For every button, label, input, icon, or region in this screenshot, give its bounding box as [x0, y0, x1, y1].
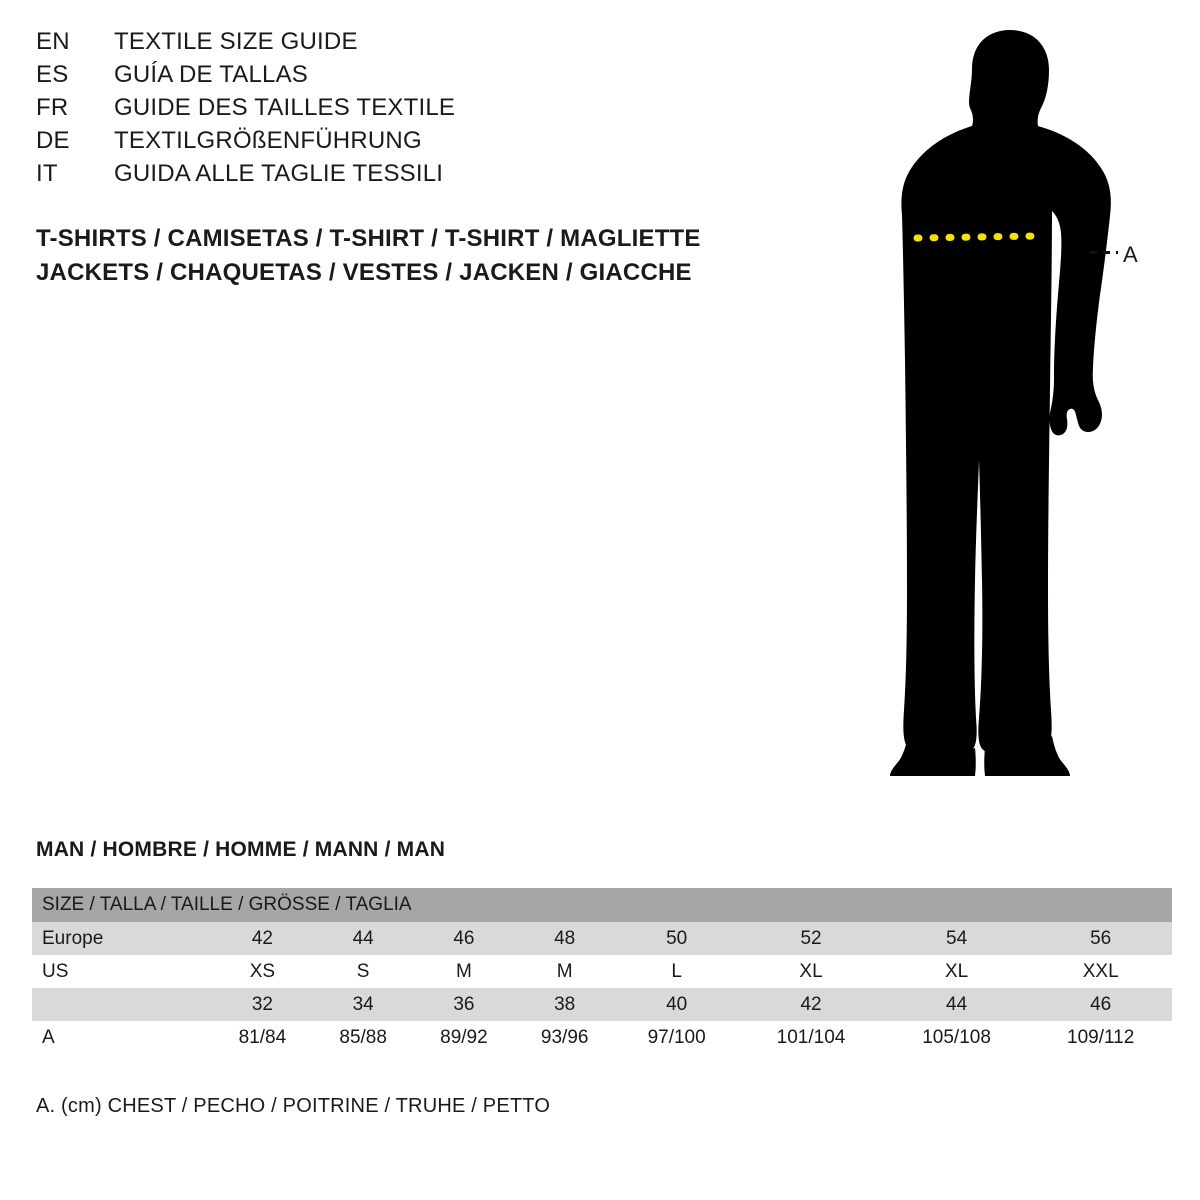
language-row	[36, 127, 736, 160]
table-cell: 52	[738, 922, 884, 955]
measure-label-a: A	[1123, 242, 1138, 267]
garment-categories	[36, 222, 796, 290]
table-cell: 97/100	[615, 1021, 738, 1054]
row-label: Europe	[32, 922, 212, 955]
table-cell: 85/88	[313, 1021, 414, 1054]
table-cell: 101/104	[738, 1021, 884, 1054]
row-label: A	[32, 1021, 212, 1054]
language-text: TEXTILE SIZE GUIDE	[114, 28, 358, 55]
table-cell: 81/84	[212, 1021, 313, 1054]
table-cell: 54	[884, 922, 1030, 955]
table-cell: 44	[884, 988, 1030, 1021]
size-table	[32, 888, 1172, 1054]
language-text: GUÍA DE TALLAS	[114, 61, 308, 88]
table-cell: M	[514, 955, 615, 988]
table-cell: 50	[615, 922, 738, 955]
table-cell: 32	[212, 988, 313, 1021]
row-label: US	[32, 955, 212, 988]
language-text: TEXTILGRÖßENFÜHRUNG	[114, 127, 422, 154]
language-code: ES	[36, 61, 69, 88]
table-cell: 46	[1029, 988, 1172, 1021]
language-row	[36, 61, 736, 94]
table-title-row	[32, 888, 1172, 922]
language-code: DE	[36, 127, 70, 154]
language-text: GUIDE DES TAILLES TEXTILE	[114, 94, 456, 121]
body-figure	[820, 20, 1180, 790]
language-code: IT	[36, 160, 58, 187]
table-cell: 42	[212, 922, 313, 955]
measure-leader-dashes	[1090, 251, 1118, 254]
table-cell: S	[313, 955, 414, 988]
category-tshirts: T-SHIRTS / CAMISETAS / T-SHIRT / T-SHIRT / MAGLIETTE	[36, 225, 701, 252]
table-row	[32, 955, 1172, 988]
table-cell: XL	[884, 955, 1030, 988]
table-cell: M	[414, 955, 515, 988]
table-row	[32, 988, 1172, 1021]
table-row	[32, 922, 1172, 955]
table-cell: 36	[414, 988, 515, 1021]
table-cell: 48	[514, 922, 615, 955]
language-code: EN	[36, 28, 70, 55]
table-title-cell: SIZE / TALLA / TAILLE / GRÖSSE / TAGLIA	[32, 888, 1172, 922]
table-cell: L	[615, 955, 738, 988]
table-row	[32, 1021, 1172, 1054]
table-cell: 42	[738, 988, 884, 1021]
language-row	[36, 28, 736, 61]
table-cell: 56	[1029, 922, 1172, 955]
table-cell: XS	[212, 955, 313, 988]
language-text: GUIDA ALLE TAGLIE TESSILI	[114, 160, 444, 187]
gender-heading: MAN / HOMBRE / HOMME / MANN / MAN	[36, 838, 446, 861]
table-cell: 89/92	[414, 1021, 515, 1054]
table-cell: 109/112	[1029, 1021, 1172, 1054]
language-row	[36, 94, 736, 127]
table-cell: 38	[514, 988, 615, 1021]
row-label	[32, 988, 212, 1021]
table-cell: XL	[738, 955, 884, 988]
table-cell: 93/96	[514, 1021, 615, 1054]
table-cell: 46	[414, 922, 515, 955]
measurement-footnote: A. (cm) CHEST / PECHO / POITRINE / TRUHE / PETTO	[36, 1095, 551, 1117]
table-cell: 44	[313, 922, 414, 955]
category-jackets: JACKETS / CHAQUETAS / VESTES / JACKEN / GIACCHE	[36, 259, 692, 286]
table-cell: 34	[313, 988, 414, 1021]
table-cell: XXL	[1029, 955, 1172, 988]
male-silhouette-icon	[820, 20, 1180, 790]
language-list	[36, 28, 736, 193]
table-cell: 40	[615, 988, 738, 1021]
language-code: FR	[36, 94, 69, 121]
table-cell: 105/108	[884, 1021, 1030, 1054]
language-row	[36, 160, 736, 193]
